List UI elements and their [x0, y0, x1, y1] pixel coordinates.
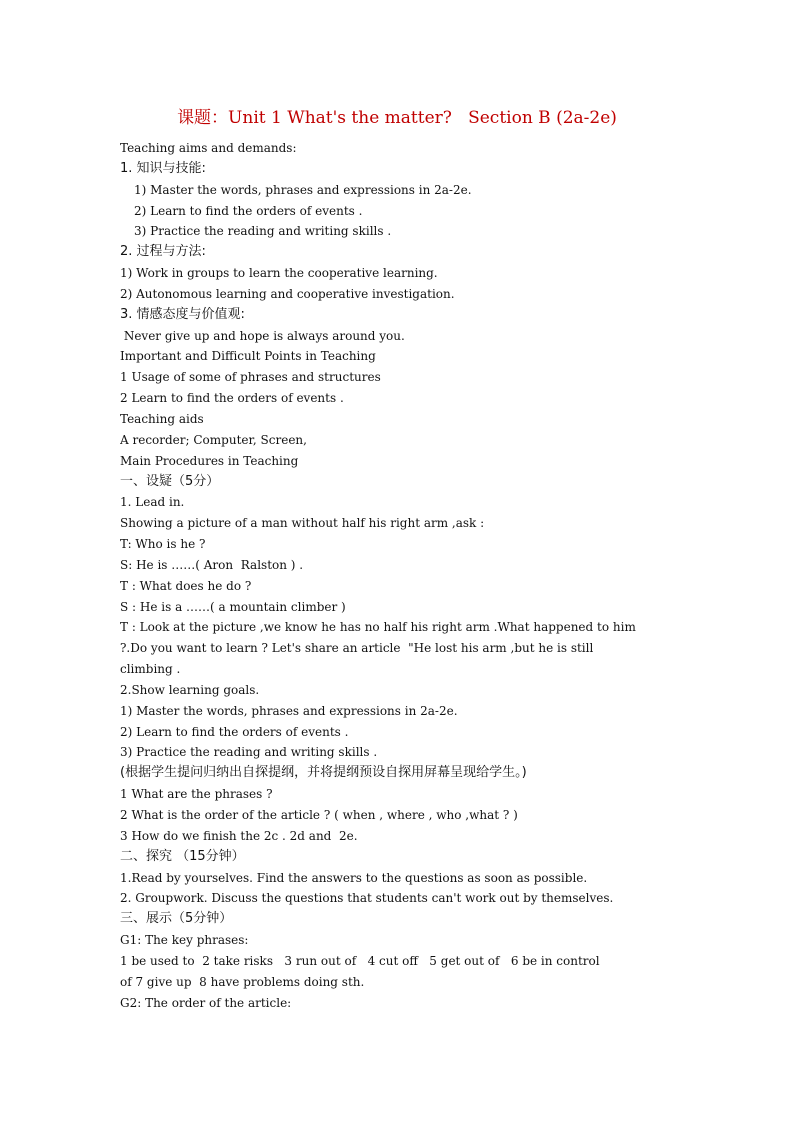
page-title: 课题：Unit 1 What's the matter? Section B (2a-2e)	[177, 108, 617, 128]
text-line: 2.Show learning goals.	[120, 682, 260, 697]
text-line: Main Procedures in Teaching	[120, 453, 299, 468]
text-line: T: Who is he ?	[120, 537, 206, 552]
body-text	[120, 138, 680, 1013]
text-line: 2 Learn to find the orders of events .	[120, 391, 344, 406]
text-line: 1) Work in groups to learn the cooperative learning.	[120, 266, 438, 281]
text-line: 1) Master the words, phrases and expressions in 2a-2e.	[134, 182, 472, 197]
text-line: Never give up and hope is always around you.	[120, 328, 405, 343]
text-line: 2. 过程与方法:	[120, 244, 206, 260]
text-line: Showing a picture of a man without half his right arm ,ask :	[120, 516, 485, 531]
text-line: 一、设疑（5分）	[120, 473, 220, 489]
text-line: T : What does he do ?	[120, 578, 252, 593]
text-line: 3 How do we finish the 2c . 2d and 2e.	[120, 828, 358, 843]
text-line: 3. 情感态度与价值观:	[120, 306, 245, 322]
text-line: climbing .	[120, 662, 181, 677]
text-line: (根据学生提问归纳出自探提纲，并将提纲预设自探用屏幕呈现给学生。)	[120, 765, 527, 781]
text-line: 1) Master the words, phrases and expressions in 2a-2e.	[120, 703, 458, 718]
text-line: Important and Difficult Points in Teaching	[120, 349, 376, 364]
text-line: 1 What are the phrases ?	[120, 787, 273, 802]
text-line: G2: The order of the article:	[120, 995, 292, 1010]
text-line: 1. Lead in.	[120, 495, 185, 510]
text-line: 三、展示（5分钟）	[120, 911, 233, 927]
text-line: 2) Learn to find the orders of events .	[120, 724, 349, 739]
text-line: 1.Read by yourselves. Find the answers to the questions as soon as possible.	[120, 870, 588, 885]
text-line: 2) Autonomous learning and cooperative investigation.	[120, 286, 455, 301]
text-line: 二、探究 （15分钟）	[120, 848, 245, 864]
text-line: of 7 give up 8 have problems doing sth.	[120, 974, 365, 989]
text-line: 3) Practice the reading and writing skills .	[120, 745, 378, 760]
text-line: Teaching aims and demands:	[120, 141, 297, 155]
text-line: 2. Groupwork. Discuss the questions that students can't work out by themselves.	[120, 891, 614, 906]
text-line: S: He is ……( Aron Ralston ) .	[120, 557, 304, 572]
text-line: S : He is a ……( a mountain climber )	[120, 599, 346, 614]
text-line: 2) Learn to find the orders of events .	[134, 203, 363, 218]
text-line: 1 be used to 2 take risks 3 run out of 4 cut off 5 get out of 6 be in control	[120, 953, 600, 968]
text-line: 2 What is the order of the article ? ( when , where , who ,what ? )	[120, 808, 518, 822]
text-line: Teaching aids	[120, 411, 204, 426]
text-line: G1: The key phrases:	[120, 933, 249, 948]
text-line: ?.Do you want to learn ? Let's share an article "He lost his arm ,but he is still	[120, 641, 594, 656]
text-line: 1. 知识与技能:	[120, 160, 206, 176]
text-line: A recorder; Computer, Screen,	[120, 432, 307, 447]
text-line: T : Look at the picture ,we know he has no half his right arm .What happened to him	[120, 620, 636, 635]
text-line: 1 Usage of some of phrases and structures	[120, 370, 381, 385]
text-line: 3) Practice the reading and writing skills .	[134, 224, 392, 239]
